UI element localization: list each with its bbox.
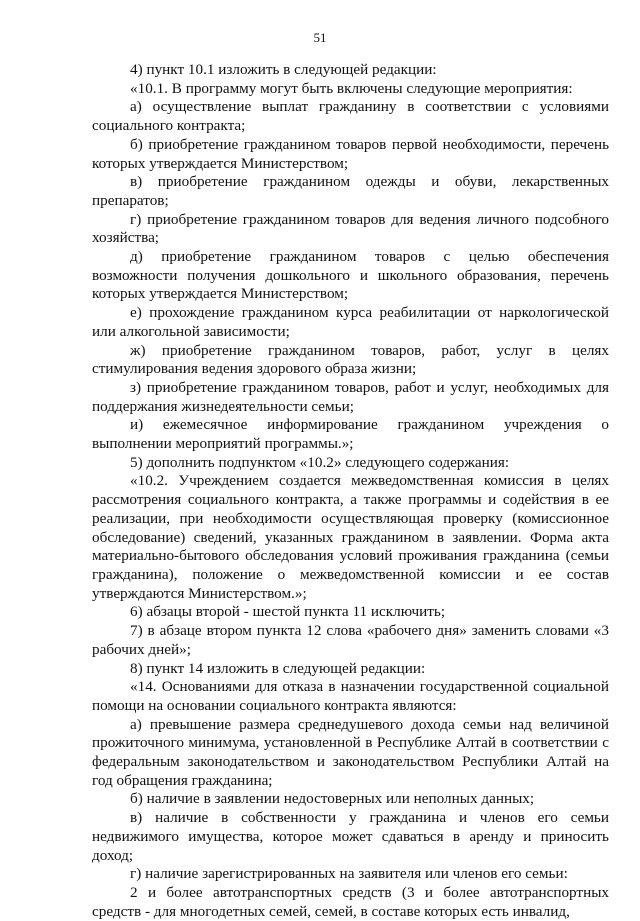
paragraph: «10.1. В программу могут быть включены следующие мероприятия: — [130, 79, 573, 97]
paragraph: «14. Основаниями для отказа в назначении государственной социальной помощи на основании социального контракта являются: — [92, 678, 609, 714]
paragraph: 6) абзацы второй - шестой пункта 11 исключить; — [130, 603, 446, 621]
paragraph: 7) в абзаце втором пункта 12 слова «рабочего дня» заменить словами «3 рабочих дней»; — [92, 622, 609, 658]
paragraph: и) ежемесячное информирование гражданином учреждения о выполнении мероприятий программы.»; — [92, 416, 609, 453]
paragraph: б) наличие в заявлении недостоверных или неполных данных; — [130, 790, 535, 808]
paragraph: «10.2. Учреждением создается межведомственная комиссия в целях рассмотрения социального контракта, а также программы и содействия в ее реализации, при необходимости осуществляющая проверку (комиссионное обследование) сведений, указанных гражданином в заявлении. Форма акта материально-бытового обследования условий проживания гражданина (семьи гражданина), положение о межведомственной комиссии и ее состав утверждаются Министерством.»; — [92, 472, 609, 602]
paragraph: в) приобретение гражданином одежды и обуви, лекарственных препаратов; — [92, 173, 609, 209]
paragraph: в) наличие в собственности у гражданина и членов его семьи недвижимого имущества, которое может сдаваться в аренду и приносить доход; — [92, 809, 609, 864]
paragraph: ж) приобретение гражданином товаров, работ, услуг в целях стимулирования ведения здорового образа жизни; — [92, 341, 609, 378]
paragraph: 8) пункт 14 изложить в следующей редакции: — [130, 659, 426, 677]
page-number: 51 — [313, 30, 327, 45]
paragraph: г) приобретение гражданином товаров для ведения личного подсобного хозяйства; — [92, 210, 609, 247]
paragraph: е) прохождение гражданином курса реабилитации от наркологической или алкогольной зависимости; — [92, 304, 609, 340]
paragraph: д) приобретение гражданином товаров с целью обеспечения возможности получения дошкольного и школьного образования, перечень которых утверждается Министерством; — [92, 248, 609, 303]
paragraph: 4) пункт 10.1 изложить в следующей редакции: — [130, 61, 437, 78]
paragraph: а) осуществление выплат гражданину в соответствии с условиями социального контракта; — [92, 98, 609, 135]
paragraph: 2 и более автотранспортных средств (3 и более автотранспортных средств - для многодетных семей, семей, в составе которых есть инвалид, — [92, 883, 609, 920]
paragraph: б) приобретение гражданином товаров первой необходимости, перечень которых утверждается Министерством; — [92, 135, 609, 172]
paragraph: а) превышение размера среднедушевого дохода семьи над величиной прожиточного минимума, установленной в Республике Алтай в соответствии с федеральным законодательством и законодательством Республики Алтай на год обращения гражданина; — [92, 715, 609, 789]
paragraph: з) приобретение гражданином товаров, работ и услуг, необходимых для поддержания жизнедеятельности семьи; — [92, 378, 609, 415]
paragraph: г) наличие зарегистрированных на заявителя или членов его семьи: — [130, 865, 568, 883]
document-body — [92, 61, 609, 921]
paragraph: 5) дополнить подпунктом «10.2» следующего содержания: — [130, 453, 510, 471]
